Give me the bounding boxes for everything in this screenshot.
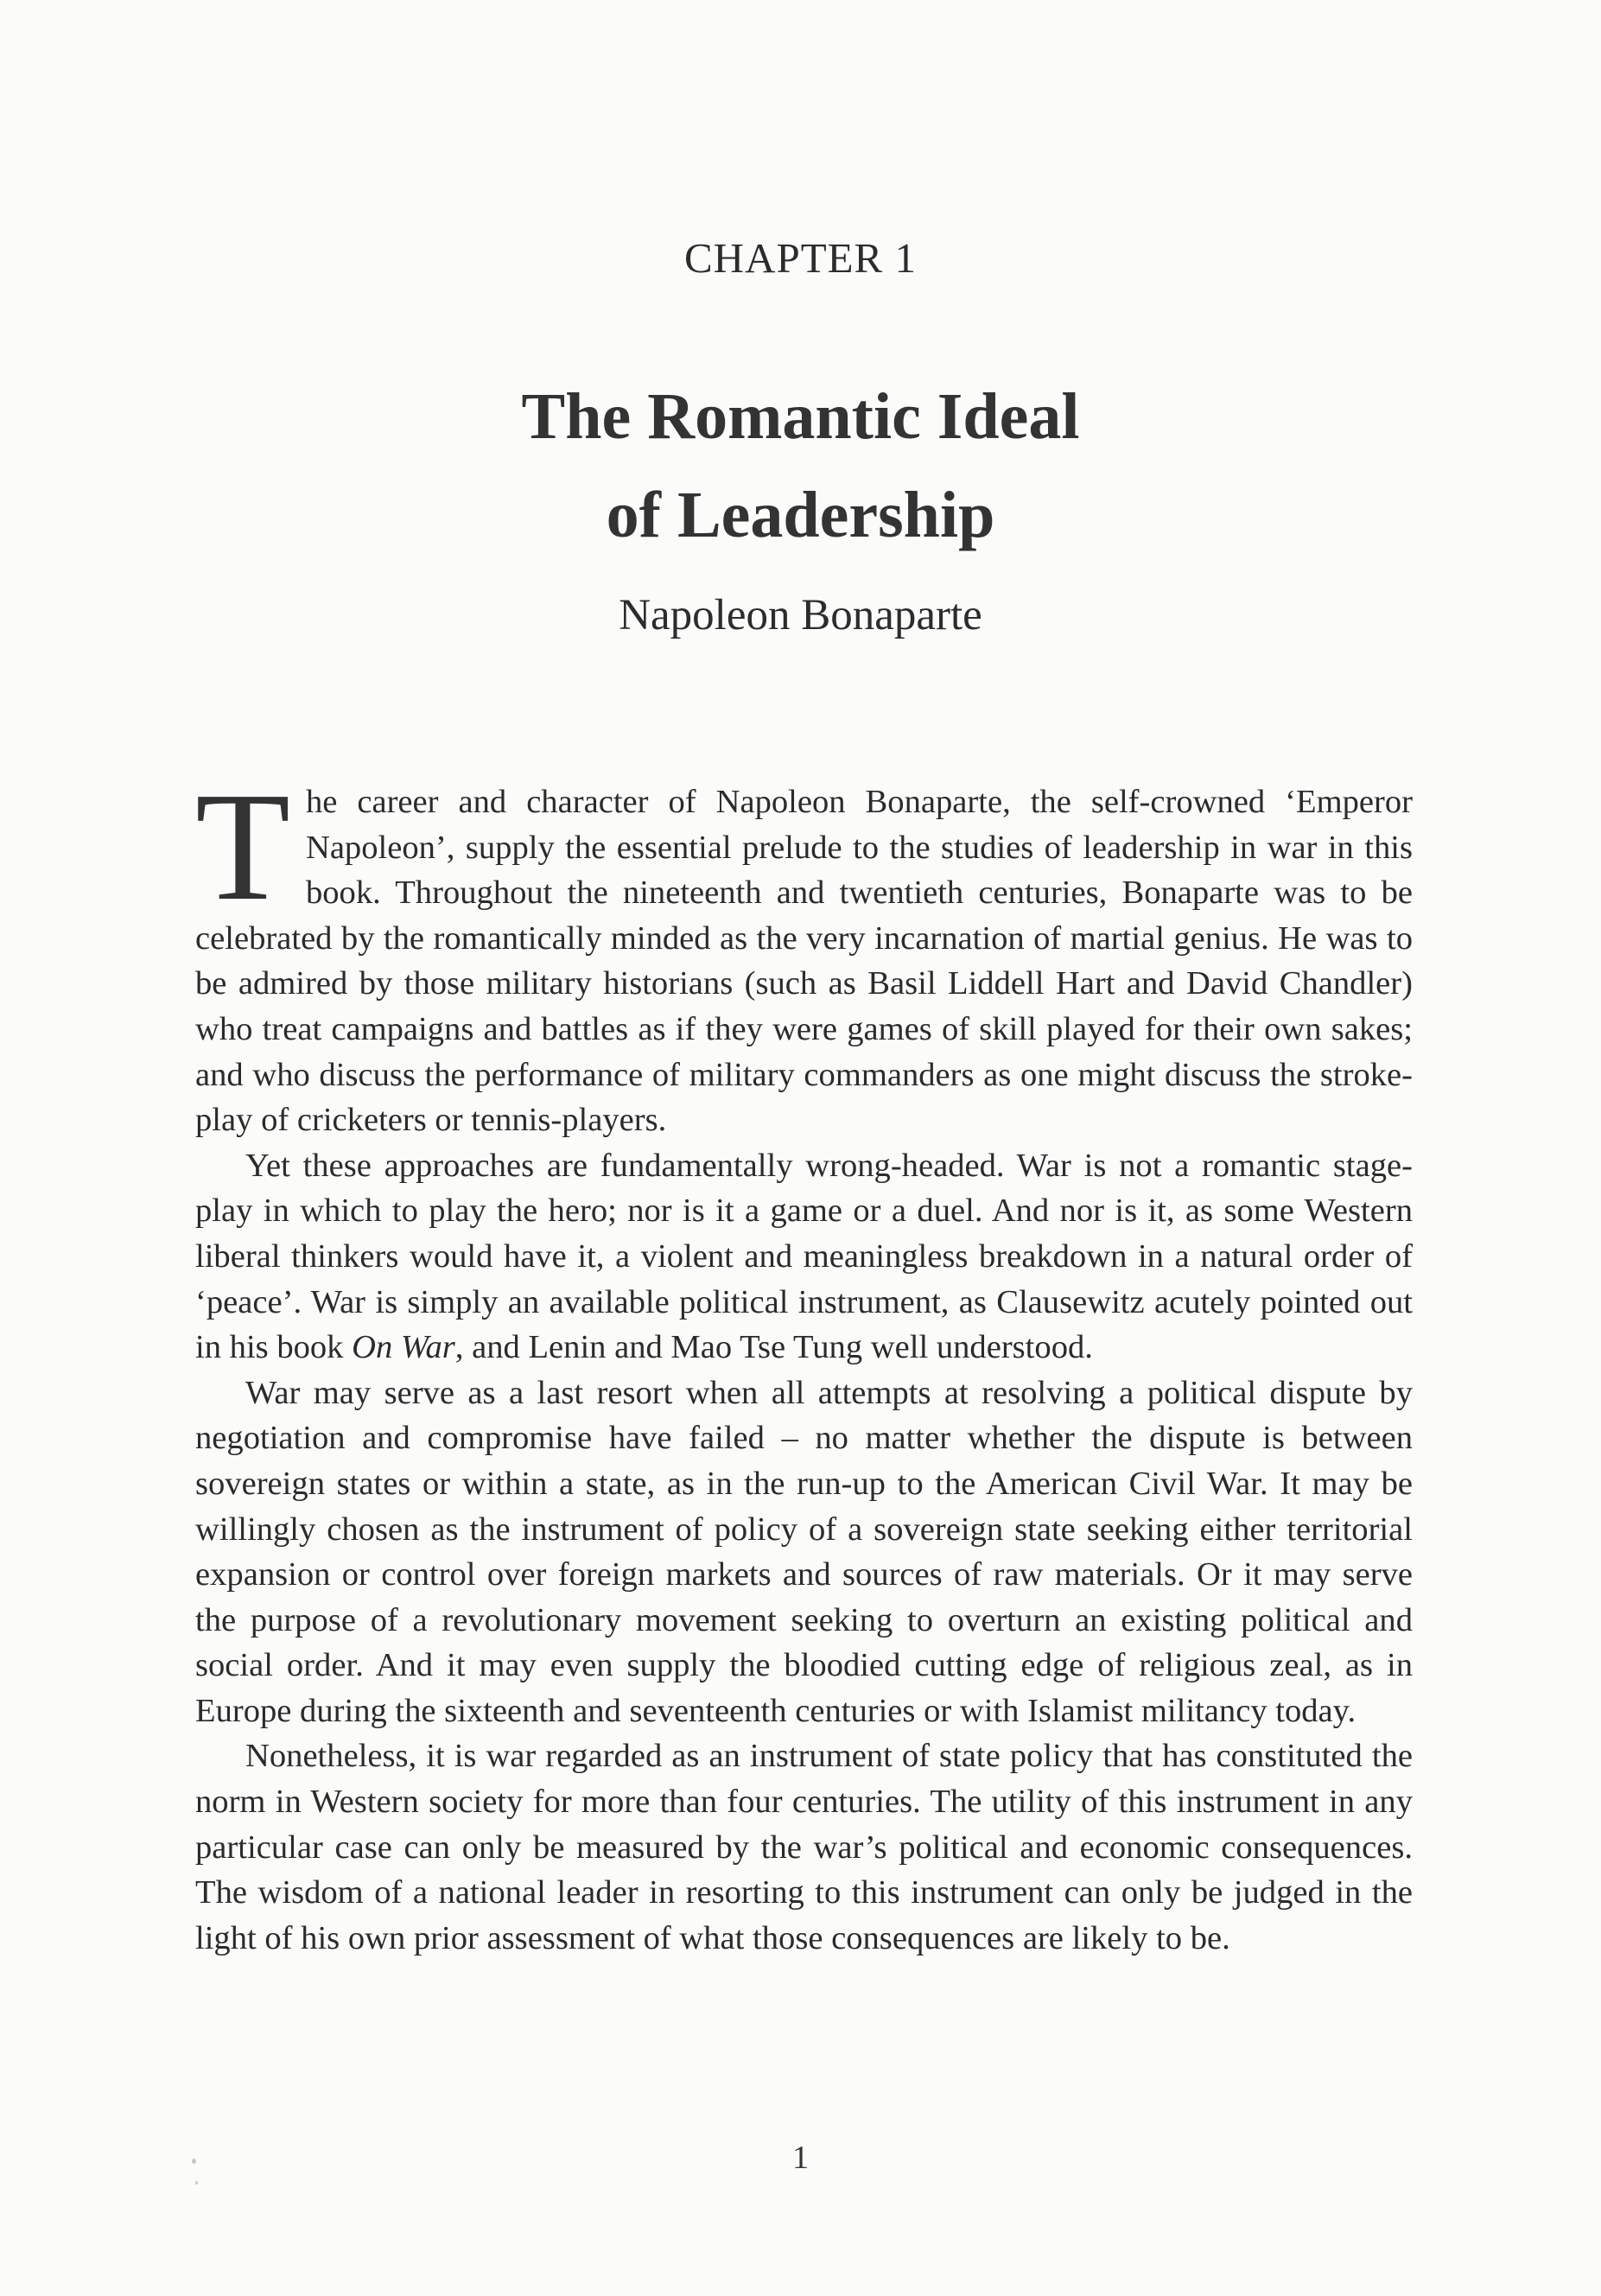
scan-speck	[195, 2181, 198, 2185]
paragraph-1-text: he career and character of Napoleon Bonaparte, the self-crowned ‘Emperor Napoleon’, supply the essential prelude to the studies of leadership in war in this book. Throughout the nineteenth and twentieth centuries, Bonaparte was to be celebrated by the romantically minded as the very incarnation of martial genius. He was to be admired by those military historians (such as Basil Liddell Hart and David Chandler) who treat campaigns and battles as if they were games of skill played for their own sakes; and who discuss the performance of military commanders as one might discuss the stroke-play of cricketers or tennis-players.	[195, 784, 1413, 1139]
chapter-title	[0, 367, 1601, 564]
scan-speck	[192, 2159, 196, 2164]
chapter-subtitle: Napoleon Bonaparte	[619, 591, 982, 639]
book-title-on-war: On War	[352, 1329, 455, 1366]
drop-cap: T	[195, 760, 290, 932]
chapter-title-line-2: of Leadership	[606, 479, 995, 551]
paragraph-3: War may serve as a last resort when all attempts at resolving a political dispute by negotiation and compromise have failed – no matter whether the dispute is between sovereign states or within a state, as in the run-up to the American Civil War. It may be willingly chosen as the instrument of policy of a sovereign state seeking either territorial expansion or control over foreign markets and sources of raw materials. Or it may serve the purpose of a revolutionary movement seeking to overturn an existing political and social order. And it may even supply the bloodied cutting edge of religious zeal, as in Europe during the sixteenth and seventeenth centuries or with Islamist militancy today.	[195, 1374, 1413, 1729]
paragraph-2-text-b: , and Lenin and Mao Tse Tung well understood.	[454, 1329, 1093, 1366]
chapter-title-line-1: The Romantic Ideal	[521, 380, 1080, 453]
page-number: 1	[792, 2140, 809, 2176]
paragraph-1	[195, 760, 1413, 1143]
paragraph-2-text-a: Yet these approaches are fundamentally wrong-headed. War is not a romantic stage-play in which to play the hero; nor is it a game or a duel. And nor is it, as some Western liberal thinkers would have it, a violent and meaningless breakdown in a natural order of ‘peace’. War is simply an available political instrument, as Clausewitz acutely pointed out in his book	[195, 1147, 1413, 1366]
paragraph-2	[195, 1143, 1413, 1371]
paragraph-4: Nonetheless, it is war regarded as an instrument of state policy that has constituted the norm in Western society for more than four centuries. The utility of this instrument in any particular case can only be measured by the war’s political and economic consequences. The wisdom of a national leader in resorting to this instrument can only be judged in the light of his own prior assessment of what those consequences are likely to be.	[195, 1738, 1413, 1956]
body-text	[195, 760, 1413, 1961]
chapter-number: CHAPTER 1	[683, 234, 917, 282]
